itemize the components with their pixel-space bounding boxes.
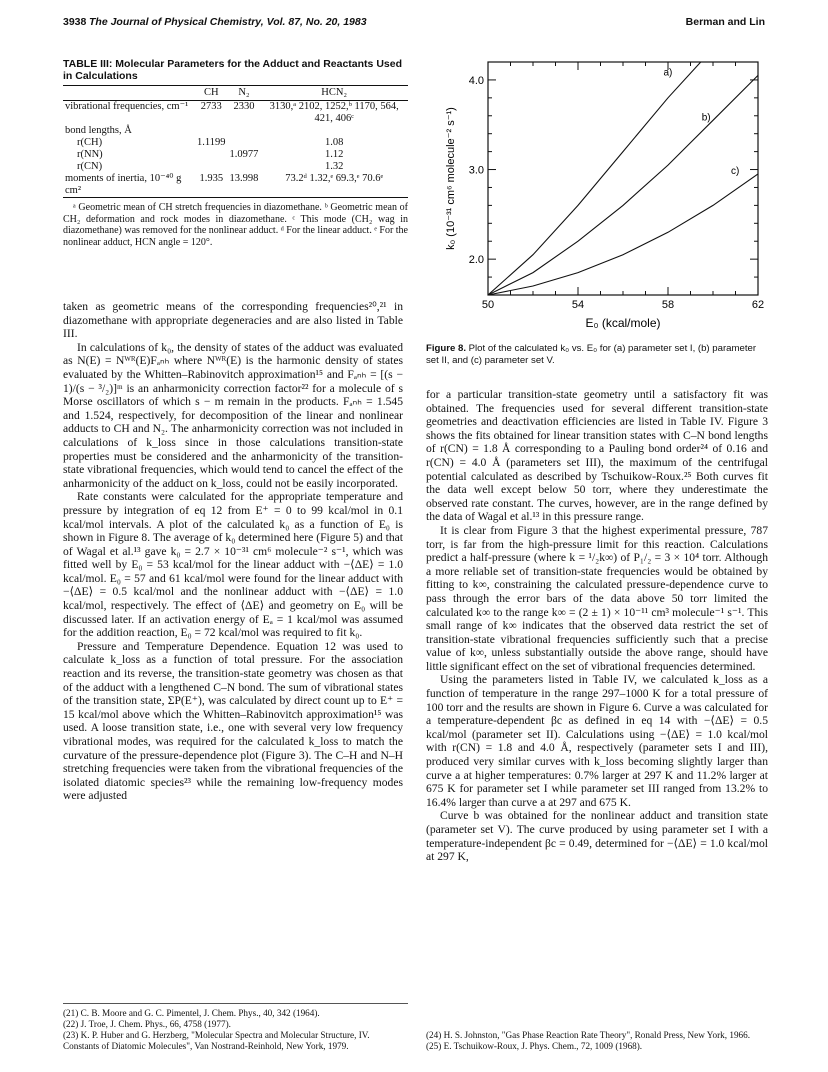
series-label: b) xyxy=(701,112,711,124)
x-tick-label: 58 xyxy=(661,299,675,311)
page-number: 3938 xyxy=(63,16,87,28)
table-caption: TABLE III: Molecular Parameters for the Adduct and Reactants Used in Calculations xyxy=(63,58,402,82)
parameters-table xyxy=(63,85,408,198)
right-column xyxy=(426,388,768,864)
series-line-1 xyxy=(488,50,713,295)
col-header: CH xyxy=(195,86,228,101)
references-left xyxy=(63,1003,408,1052)
table-row: r(CN) 1.32 xyxy=(77,161,344,172)
series-label: c) xyxy=(731,166,740,178)
col-header: HCN₂ xyxy=(260,86,408,101)
paragraph: It is clear from Figure 3 that the highest experimental pressure, 787 torr, is far from the high-pressure limit for this reaction. Calculations predict a half-pressure (where k = ¹/₂k∞) of P₁/₂ = 3 × 10⁴ torr. Although a more reliable set of transition-state frequencies would be obtained by fitting to k∞, constraining the calculated pressure-dependence curve to pass through the error bars of the data above 50 torr limited the calculated k∞ to the range k∞ = (2 ± 1) × 10⁻¹¹ cm³ molecule⁻¹ s⁻¹. This small range of k∞ indicates that the observed data restrict the set of transition-state vibrational frequencies sufficiently such that a precise value of k∞, unless substantially outside the above range, should have little significant effect on the set of vibrational frequencies determined. xyxy=(426,523,768,673)
figure-8 xyxy=(440,50,770,335)
series-label: a) xyxy=(663,67,673,79)
figure-label: Figure 8. xyxy=(426,343,466,354)
figure-caption-text: Plot of the calculated k₀ vs. E₀ for (a) parameter set I, (b) parameter set II, and (c) parameter set V. xyxy=(426,343,757,366)
table-row: moments of inertia, 10⁻⁴⁰ g cm² 1.935 13.998 73.2ᵈ 1.32,ᵉ 69.3,ᵉ 70.6ᵉ xyxy=(63,173,408,198)
page-header xyxy=(63,16,765,36)
table-row: bond lengths, Å xyxy=(65,125,132,136)
paragraph: for a particular transition-state geometry until a satisfactory fit was obtained. The frequencies used for several different transition-state geometries and deactivation efficiencies are listed in Table IV. Figure 3 shows the fits obtained for linear transition states with C–N bond lengths of r(CN) = 1.8 Å corresponding to a Pauling bond order²⁴ of 0.16 and r(CN) = 4.0 Å (parameters set III), the maximum of the centrifugal potential calculated as described by Tschuikow-Roux.²⁵ Both curves fit the data well except below 50 torr, where they underestimate the observed rate constant. The curves, however, are in the range defined by the data of Wagal et al.¹³ in this pressure range. xyxy=(426,388,768,524)
table-iii xyxy=(63,58,408,248)
table-row: r(NN) 1.0977 1.12 xyxy=(77,149,344,160)
references-right xyxy=(426,1030,768,1052)
y-tick-label: 2.0 xyxy=(468,254,484,267)
y-tick-label: 4.0 xyxy=(468,74,484,87)
x-tick-label: 54 xyxy=(571,299,585,311)
col-header: N₂ xyxy=(228,86,261,101)
series-line-3 xyxy=(488,174,758,295)
paragraph: In calculations of k₀, the density of states of the adduct was evaluated as N(E) = Nᵂᴿ(E)Fₐₙₕ where Nᵂᴿ(E) is the harmonic density of states evaluated by the Whitten–Rabinovitch approximation¹⁵ and Fₐₙₕ = [(s − 1)/(s − ³/₂)]ᵐ is an anharmonicity correction factor²² for a molecule of s Morse oscillators of which s − m remain in the products. Fₐₙₕ = 1.545 and 1.524, respectively, for decomposition of the linear and nonlinear adducts to CH and N₂. The anharmonicity correction was not included in calculations of k_loss since in those calculations transition-state properties must be considered and the anharmonicity of the transition-state vibrational frequencies, which would tend to cancel the effect of the anharmonicity of the adduct on k_loss, could not be easily incorporated. xyxy=(63,340,403,490)
reference: (22) J. Troe, J. Chem. Phys., 66, 4758 (1977). xyxy=(63,1019,231,1029)
x-tick-label: 62 xyxy=(751,299,765,311)
x-tick-label: 50 xyxy=(481,299,495,311)
paragraph: Pressure and Temperature Dependence. Equation 12 was used to calculate k_loss as a function of total pressure. For the association reaction and its reverse, the transition-state geometry was chosen as that of the adduct with a lengthened C–N bond. The sum of vibrational states of the transition state, ΣP(E⁺), was calculated by direct count up to E⁺ = 15 kcal/mol above which the Whitten–Rabinovitch approximation¹⁵ was used. A loose transition state, i.e., one with several very low frequency vibrational modes, was required for the calculated k_loss to match the curvature of the pressure-dependence plot (Figure 3). The C–H and N–H stretching frequencies were taken from the vibrational frequencies of the isolated diatomic species²³ while the remaining low-frequency modes were adjusted xyxy=(63,639,403,803)
paragraph: taken as geometric means of the corresponding frequencies²⁰,²¹ in diazomethane with appropriate degeneracies and are also listed in Table III. xyxy=(63,300,403,341)
paragraph: Curve b was obtained for the nonlinear adduct and transition state (parameter set V). The curve produced by using parameter set I with a temperature-independent βc = 0.49, determined for −⟨ΔE⟩ = 1.0 kcal/mol at 297 K, xyxy=(426,809,768,864)
plot-frame xyxy=(488,62,758,295)
paragraph: Using the parameters listed in Table IV, we calculated k_loss as a function of temperature in the range 297–1000 K for a total pressure of 100 torr and the results are shown in Figure 6. Curve a was calculated for a temperature-dependent βc as defined in eq 14 with −⟨ΔE⟩ = 0.5 kcal/mol (parameter set II). Calculations using −⟨ΔE⟩ = 1.0 kcal/mol with r(CN) = 1.8 and 4.0 Å, respectively (parameter sets I and III), produced very similar curves with k_loss becoming slightly larger than curve a at higher temperatures: 0.7% larger at 297 K and 11.2% larger at 675 K for parameter set I while parameter set III ranged from 13.2% to 16.4% larger than curve a at 297 and 675 K. xyxy=(426,673,768,809)
figure-caption xyxy=(426,343,768,366)
journal-title: The Journal of Physical Chemistry, Vol. 87, No. 20, 1983 xyxy=(89,16,367,28)
table-row: vibrational frequencies, cm⁻¹ 2733 2330 3130,ᵃ 2102, 1252,ᵇ 1170, 564, 421, 406ᶜ xyxy=(65,101,399,124)
y-tick-label: 3.0 xyxy=(468,164,484,177)
k0-vs-e0-chart xyxy=(440,50,770,335)
series-line-2 xyxy=(488,75,758,295)
reference: (25) E. Tschuikow-Roux, J. Phys. Chem., 72, 1009 (1968). xyxy=(426,1041,643,1051)
x-axis-label: E₀ (kcal/mole) xyxy=(585,316,661,330)
running-authors: Berman and Lin xyxy=(685,16,765,28)
paragraph: Rate constants were calculated for the appropriate temperature and pressure by integration of eq 12 from E⁺ = 0 to 99 kcal/mol in 0.1 kcal/mol intervals. A plot of the calculated k₀ as a function of E₀ is shown in Figure 8. The average of k₀ determined here (Figure 5) and that of Wagal et al.¹³ gave k₀ = 2.7 × 10⁻³¹ cm⁶ molecule⁻² s⁻¹, which was fitted well by E₀ = 53 kcal/mol for the linear adduct with −⟨ΔE⟩ = 1.0 kcal/mol. E₀ = 57 and 61 kcal/mol were found for the linear adduct with −⟨ΔE⟩ = 0.5 kcal/mol and the nonlinear adduct with −⟨ΔE⟩ = 1.0 kcal/mol, respectively. The effect of ⟨ΔE⟩ and geometry on E₀ will be discussed later. If an activation energy of Eₐ = 1 kcal/mol was assumed for the addition reaction, E₀ = 72 kcal/mol was required to fit k₀. xyxy=(63,490,403,640)
table-footnote: ᵃ Geometric mean of CH stretch frequencies in diazomethane. ᵇ Geometric mean of CH₂ deformation and rock modes in diazomethane. ᶜ This mode (CH₂ wag in diazomethane) was removed for the nonlinear adduct. ᵈ For the linear adduct. ᵉ For the nonlinear adduct, HCN angle = 120°. xyxy=(63,202,408,248)
col-header xyxy=(63,86,195,101)
y-axis-label: k₀ (10⁻³¹ cm⁶ molecule⁻² s⁻¹) xyxy=(445,107,457,250)
reference: (24) H. S. Johnston, "Gas Phase Reaction Rate Theory", Ronald Press, New York, 1966. xyxy=(426,1030,751,1040)
table-row: r(CH) 1.1199 1.08 xyxy=(77,137,344,148)
reference: (23) K. P. Huber and G. Herzberg, "Molecular Spectra and Molecular Structure, IV. Constants of Diatomic Molecules", Van Nostrand-Reinhold, New York, 1979. xyxy=(63,1030,370,1051)
reference: (21) C. B. Moore and G. C. Pimentel, J. Chem. Phys., 40, 342 (1964). xyxy=(63,1008,320,1018)
left-column xyxy=(63,300,403,803)
